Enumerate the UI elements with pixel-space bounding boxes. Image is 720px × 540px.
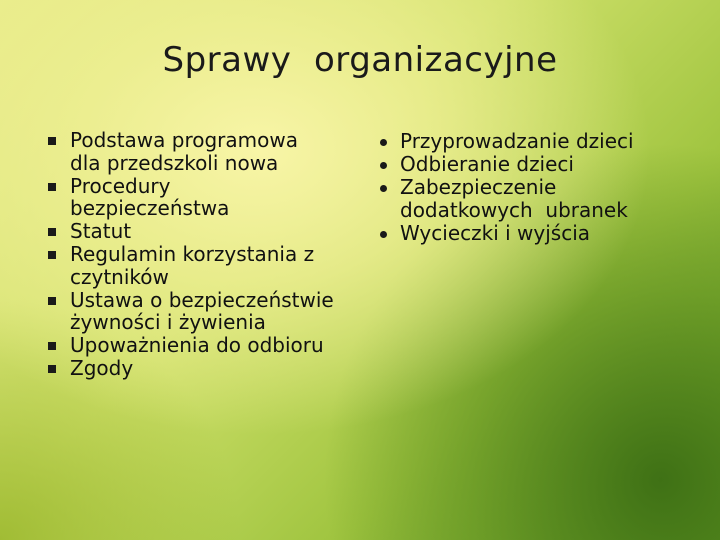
list-item xyxy=(378,130,678,153)
list-item-text: Ustawa o bezpieczeństwie żywności i żywienia xyxy=(70,287,334,334)
list-item-text: Zgody xyxy=(70,356,134,380)
list-item-text: Regulamin korzystania z czytników xyxy=(70,242,315,289)
list-item xyxy=(378,222,678,245)
list-item-text: Podstawa programowa dla przedszkoli nowa xyxy=(70,128,298,175)
list-item xyxy=(45,220,365,243)
list-item xyxy=(378,153,678,176)
list-item xyxy=(45,175,365,220)
list-item-text: Odbieranie dzieci xyxy=(400,152,574,176)
slide-title: Sprawy organizacyjne xyxy=(162,40,558,80)
list-item-text: Statut xyxy=(70,219,132,243)
list-item xyxy=(45,289,365,334)
right-bullet-list xyxy=(378,130,678,245)
list-item-text: Upoważnienia do odbioru xyxy=(70,333,324,357)
left-bullet-list xyxy=(45,129,365,380)
list-item-text: Zabezpieczenie dodatkowych ubranek xyxy=(400,175,628,222)
list-item xyxy=(378,176,678,221)
list-item xyxy=(45,334,365,357)
list-item xyxy=(45,129,365,174)
list-item xyxy=(45,357,365,380)
list-item-text: Procedury bezpieczeństwa xyxy=(70,173,230,220)
list-item-text: Przyprowadzanie dzieci xyxy=(400,129,634,153)
list-item-text: Wycieczki i wyjścia xyxy=(400,220,590,245)
list-item xyxy=(45,243,365,288)
